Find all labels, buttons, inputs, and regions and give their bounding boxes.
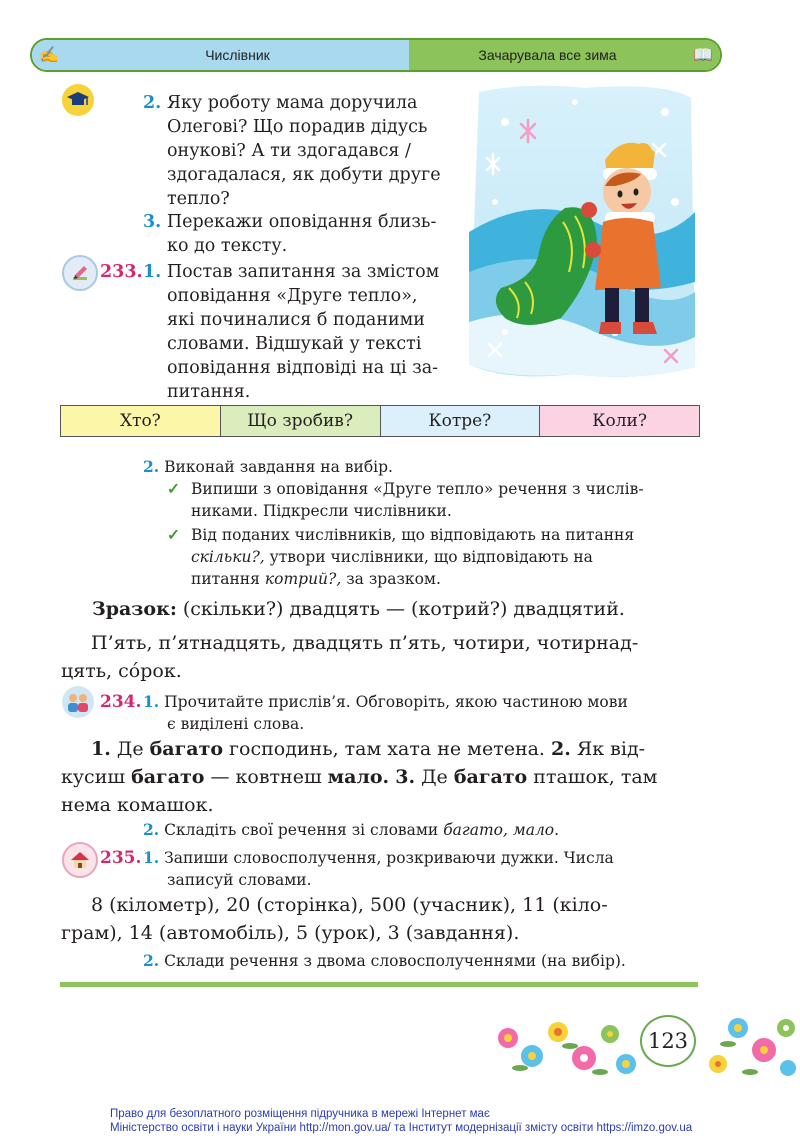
text-line: Запиши словосполучення, розкриваючи дужки. Числа xyxy=(164,849,614,867)
task-number: 235. xyxy=(100,848,142,868)
item-number: 2. xyxy=(143,820,160,839)
numerals-list xyxy=(61,629,701,685)
item-number: 1. xyxy=(143,848,160,867)
text-line: утвори числівники, що відповідають на xyxy=(264,548,593,566)
text-fragment: кусиш xyxy=(61,766,132,788)
text-line: Від поданих числівників, що відповідають на питання xyxy=(191,526,635,544)
text-line: є виділені слова. xyxy=(167,715,305,733)
proverbs xyxy=(61,735,701,819)
text-line: питання xyxy=(191,570,265,588)
text-line: никами. Підкресли числівники. xyxy=(191,502,452,520)
italic-word: багато, мало xyxy=(443,821,555,839)
winter-illustration xyxy=(465,82,697,384)
sample-label: Зразок: xyxy=(92,598,177,620)
text-line: Виконай завдання на вибір. xyxy=(164,458,393,476)
task-234-item-1 xyxy=(143,691,703,735)
task-235-number xyxy=(100,847,141,869)
task-234-number xyxy=(100,691,141,713)
text-fragment: Де xyxy=(415,766,454,788)
task-number: 233. xyxy=(100,262,143,282)
proverb-number: 2. xyxy=(551,738,571,760)
check-item-2 xyxy=(167,524,701,590)
section-title: Числівник xyxy=(66,40,409,70)
text-line: здогадалася, як добути друге xyxy=(167,165,441,185)
task-235-item-2 xyxy=(143,950,703,972)
divider xyxy=(60,982,698,987)
table-cell: Що зробив? xyxy=(221,406,381,436)
checkmark-icon: ✓ xyxy=(167,525,180,544)
text-line: Яку роботу мама доручила xyxy=(166,93,418,113)
table-cell: Коли? xyxy=(540,406,699,436)
text-fragment: Де xyxy=(110,738,150,760)
item-number: 3. xyxy=(143,212,162,232)
phrases-list xyxy=(61,891,701,947)
page-header xyxy=(30,38,722,72)
italic-word: скільки?, xyxy=(191,548,265,566)
chapter-title: Зачарувала все зима xyxy=(409,40,686,70)
text-line: за зразком. xyxy=(341,570,441,588)
footer-line-2: Міністерство освіти і науки України http://mon.gov.ua/ та Інститут модернізації змісту освіти https://imzo.gov.ua xyxy=(110,1122,693,1134)
text-line: оповідання «Друге тепло», xyxy=(167,286,418,306)
text-line: Олегові? Що порадив дідусь xyxy=(167,117,428,137)
text-line: П’ять, п’ятнадцять, двадцять п’ять, чотири, чотирнад- xyxy=(91,632,639,654)
text-fragment: — ковтнеш xyxy=(204,766,328,788)
task-235-item-1 xyxy=(143,847,703,891)
italic-word: котрий?, xyxy=(264,570,342,588)
text-line: Постав запитання за змістом xyxy=(166,262,440,282)
task-233-number xyxy=(100,260,143,284)
page-number: 123 xyxy=(640,1015,696,1067)
item-number: 1. xyxy=(143,262,162,282)
sample-line xyxy=(92,597,712,622)
text-line: онукові? А ти здогадався / xyxy=(167,141,411,161)
highlighted-word: мало. xyxy=(327,766,390,788)
writing-pencil-icon xyxy=(62,255,98,291)
proverb-number: 1. xyxy=(91,738,111,760)
text-fragment: Складіть свої речення зі словами xyxy=(164,821,444,839)
text-line: тепло? xyxy=(167,189,230,209)
text-line: 8 (кілометр), 20 (сторінка), 500 (учасник), 11 (кіло- xyxy=(91,894,608,916)
text-fragment: нема комашок. xyxy=(61,794,214,816)
proverb-number: 3. xyxy=(395,766,416,788)
item-number: 1. xyxy=(143,692,160,711)
highlighted-word: багато xyxy=(453,766,528,788)
text-line: Прочитайте прислів’я. Обговоріть, якою частиною мови xyxy=(164,693,628,711)
text-line: Перекажи оповідання близь- xyxy=(166,212,437,232)
task-232-item-2 xyxy=(143,91,450,211)
text-line: питання. xyxy=(167,382,251,402)
pair-work-icon xyxy=(62,686,94,718)
graduation-cap-icon xyxy=(62,84,94,116)
text-line: грам), 14 (автомобіль), 5 (урок), 3 (завдання). xyxy=(61,922,520,944)
question-words-table xyxy=(60,405,700,437)
item-number: 2. xyxy=(143,951,160,970)
text-line: цять, сóрок. xyxy=(61,660,182,682)
check-item-1 xyxy=(167,478,701,522)
text-fragment: . xyxy=(554,821,560,839)
task-232-item-3 xyxy=(143,210,450,258)
sample-text: (скільки?) двадцять — (котрий?) двадцятий. xyxy=(176,598,625,620)
writing-icon: ✍ xyxy=(32,40,66,70)
home-task-icon xyxy=(62,842,98,878)
table-cell: Хто? xyxy=(61,406,221,436)
footer-line-1: Право для безоплатного розміщення підручника в мережі Інтернет має xyxy=(110,1108,490,1120)
item-number: 2. xyxy=(143,457,160,476)
text-fragment: господинь, там хата не метена. xyxy=(223,738,552,760)
task-number: 234. xyxy=(100,692,142,712)
text-line: Випиши з оповідання «Друге тепло» речення з числів- xyxy=(191,480,644,498)
item-number: 2. xyxy=(143,93,162,113)
text-line: які починалися б поданими xyxy=(167,310,425,330)
text-line: записуй словами. xyxy=(167,871,312,889)
text-fragment: пташок, там xyxy=(527,766,658,788)
task-234-item-2 xyxy=(143,819,703,841)
text-line: Склади речення з двома словосполученнями (на вибір). xyxy=(164,952,626,970)
book-icon: 📖 xyxy=(686,40,720,70)
highlighted-word: багато xyxy=(149,738,224,760)
task-233-item-2 xyxy=(143,456,703,478)
text-line: оповідання відповіді на ці за- xyxy=(167,358,439,378)
text-line: словами. Відшукай у тексті xyxy=(167,334,422,354)
task-233-item-1 xyxy=(143,260,453,404)
checkmark-icon: ✓ xyxy=(167,479,180,498)
table-cell: Котре? xyxy=(381,406,541,436)
highlighted-word: багато xyxy=(131,766,205,788)
text-fragment: Як від- xyxy=(570,738,646,760)
text-line: ко до тексту. xyxy=(167,236,288,256)
